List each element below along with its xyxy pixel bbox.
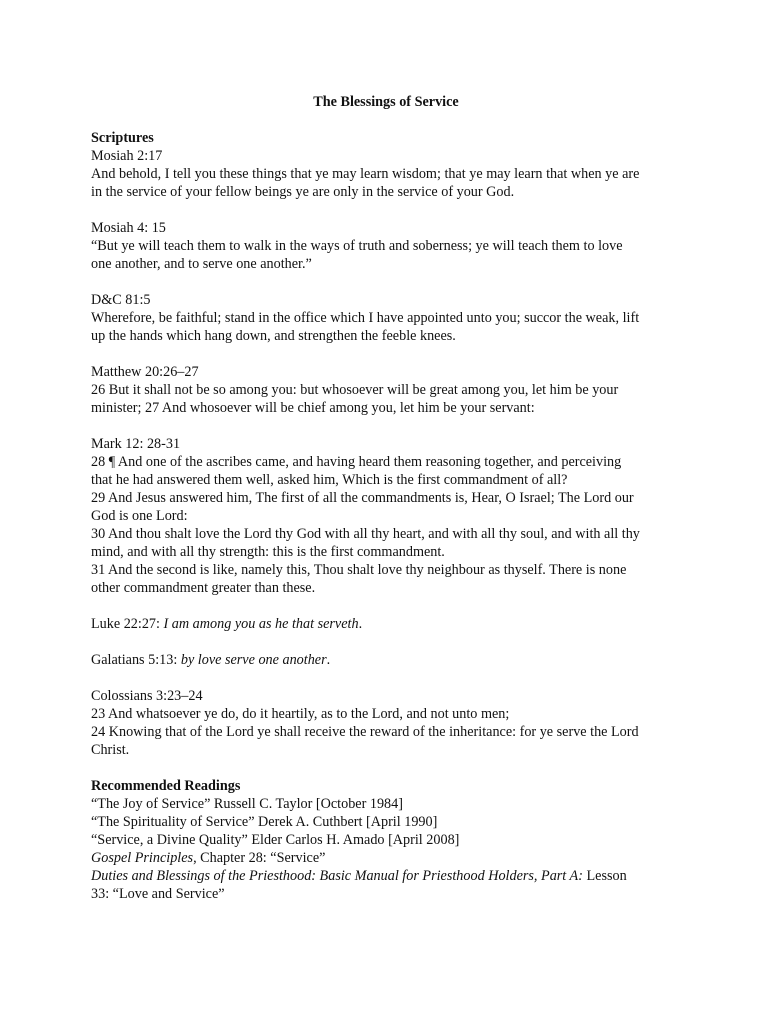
scripture-text-line: 29 And Jesus answered him, The first of all the commandments is, Hear, O Israel; The Lord our bbox=[91, 490, 634, 506]
reading-item: “The Spirituality of Service” Derek A. Cuthbert [April 1990] bbox=[91, 814, 438, 830]
scripture-inline bbox=[91, 651, 681, 669]
scripture-reference: Mosiah 4: 15 bbox=[91, 220, 166, 236]
reading-item: “Service, a Divine Quality” Elder Carlos H. Amado [April 2008] bbox=[91, 832, 460, 848]
scripture-mark-12 bbox=[91, 435, 681, 597]
scripture-text-line: one another, and to serve one another.” bbox=[91, 256, 312, 272]
scripture-punctuation: . bbox=[358, 616, 363, 632]
scripture-mosiah-4 bbox=[91, 219, 681, 273]
scripture-text-line: 28 ¶ And one of the ascribes came, and having heard them reasoning together, and perceiving bbox=[91, 454, 622, 470]
scripture-quote: by love serve one another bbox=[180, 652, 327, 668]
reading-detail: , Chapter 28: “Service” bbox=[193, 850, 326, 866]
reading-item bbox=[91, 849, 681, 867]
scripture-text-line: Wherefore, be faithful; stand in the office which I have appointed unto you; succor the weak, lift bbox=[91, 310, 640, 326]
scripture-galatians-5 bbox=[91, 651, 681, 669]
reading-item bbox=[91, 867, 681, 885]
readings-heading: Recommended Readings bbox=[91, 778, 241, 794]
scripture-text-line: 23 And whatsoever ye do, do it heartily, as to the Lord, and not unto men; bbox=[91, 706, 510, 722]
reading-book-title: Gospel Principles bbox=[91, 850, 194, 866]
document-title: The Blessings of Service bbox=[313, 94, 459, 110]
scripture-dc-81 bbox=[91, 291, 681, 345]
scripture-reference: Matthew 20:26–27 bbox=[91, 364, 199, 380]
scripture-text-line: “But ye will teach them to walk in the ways of truth and soberness; ye will teach them to love bbox=[91, 238, 623, 254]
scripture-text-line: in the service of your fellow beings ye are only in the service of your God. bbox=[91, 184, 515, 200]
scripture-text-line: other commandment greater than these. bbox=[91, 580, 316, 596]
scripture-reference: D&C 81:5 bbox=[91, 292, 151, 308]
document-body bbox=[91, 93, 681, 903]
scripture-inline bbox=[91, 615, 681, 633]
scripture-colossians-3 bbox=[91, 687, 681, 759]
readings-list bbox=[91, 795, 681, 903]
scripture-punctuation: . bbox=[326, 652, 331, 668]
scriptures-heading: Scriptures bbox=[91, 130, 154, 146]
scripture-reference: Mark 12: 28-31 bbox=[91, 436, 181, 452]
reading-item-continued: 33: “Love and Service” bbox=[91, 886, 225, 902]
scripture-reference: Luke 22:27: bbox=[91, 616, 164, 632]
scripture-text-line: 24 Knowing that of the Lord ye shall receive the reward of the inheritance: for ye serve the Lord bbox=[91, 724, 639, 740]
scripture-text-line: minister; 27 And whosoever will be chief among you, let him be your servant: bbox=[91, 400, 535, 416]
scripture-reference: Colossians 3:23–24 bbox=[91, 688, 203, 704]
reading-book-title: Duties and Blessings of the Priesthood: Basic Manual for Priesthood Holders, Part A: bbox=[91, 868, 583, 884]
scripture-mosiah-2 bbox=[91, 147, 681, 201]
reading-item: “The Joy of Service” Russell C. Taylor [October 1984] bbox=[91, 796, 403, 812]
scripture-text-line: up the hands which hang down, and strengthen the feeble knees. bbox=[91, 328, 456, 344]
scripture-reference: Mosiah 2:17 bbox=[91, 148, 163, 164]
scripture-text-line: Christ. bbox=[91, 742, 130, 758]
scripture-quote: I am among you as he that serveth bbox=[163, 616, 359, 632]
reading-detail: Lesson bbox=[582, 868, 627, 884]
scripture-text-line: 30 And thou shalt love the Lord thy God with all thy heart, and with all thy soul, and with all thy bbox=[91, 526, 640, 542]
scripture-reference: Galatians 5:13: bbox=[91, 652, 181, 668]
scripture-text-line: mind, and with all thy strength: this is the first commandment. bbox=[91, 544, 445, 560]
scripture-text-line: God is one Lord: bbox=[91, 508, 188, 524]
scripture-text-line: 31 And the second is like, namely this, Thou shalt love thy neighbour as thyself. There is none bbox=[91, 562, 627, 578]
scripture-matthew-20 bbox=[91, 363, 681, 417]
scripture-luke-22 bbox=[91, 615, 681, 633]
scripture-text-line: that he had answered them well, asked him, Which is the first commandment of all? bbox=[91, 472, 568, 488]
scripture-text-line: 26 But it shall not be so among you: but whosoever will be great among you, let him be your bbox=[91, 382, 619, 398]
scripture-text-line: And behold, I tell you these things that ye may learn wisdom; that ye may learn that when ye are bbox=[91, 166, 640, 182]
